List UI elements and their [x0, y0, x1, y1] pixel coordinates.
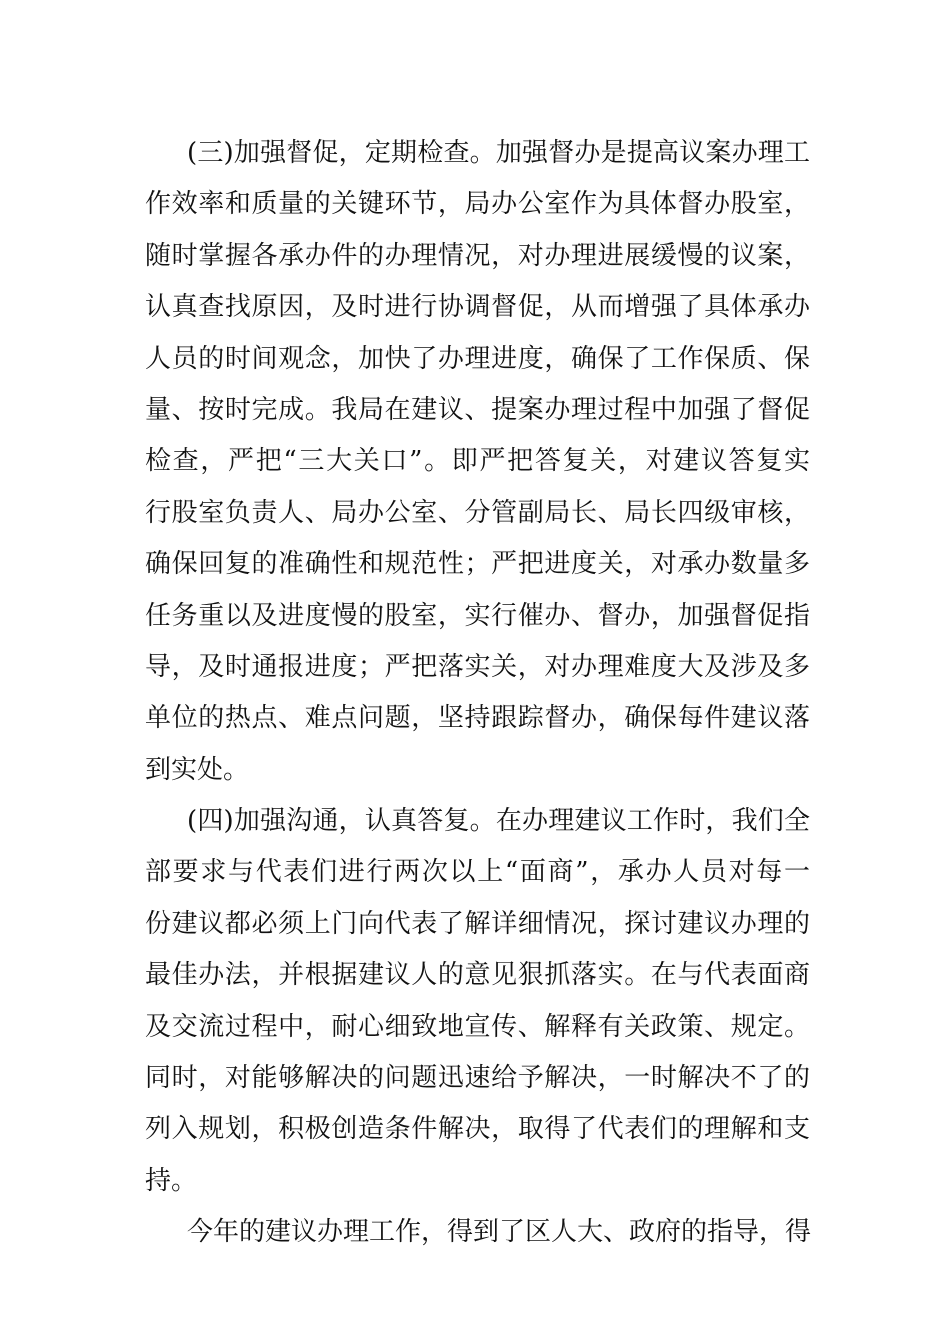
paragraph-4-line-7: 列入规划，积极创造条件解决，取得了代表们的理解和支 [145, 1114, 810, 1145]
paragraph-3-line-5: 人员的时间观念，加快了办理进度，确保了工作保质、保 [145, 343, 810, 374]
paragraph-4-line-6: 同时，对能够解决的问题迅速给予解决，一时解决不了的 [145, 1063, 810, 1094]
paragraph-3-line-4: 认真查找原因，及时进行协调督促，从而增强了具体承办 [145, 292, 810, 323]
paragraph-4-line-3: 份建议都必须上门向代表了解详细情况，探讨建议办理的 [145, 908, 810, 939]
paragraph-4-line-1: (四)加强沟通，认真答复。在办理建议工作时，我们全 [187, 806, 810, 837]
paragraph-3-line-3: 随时掌握各承办件的办理情况，对办理进展缓慢的议案， [145, 240, 810, 271]
paragraph-3-line-9: 确保回复的准确性和规范性；严把进度关，对承办数量多 [145, 549, 810, 580]
paragraph-3-line-8: 行股室负责人、局办公室、分管副局长、局长四级审核， [145, 497, 810, 528]
paragraph-4-line-2: 部要求与代表们进行两次以上“面商”，承办人员对每一 [145, 857, 810, 888]
paragraph-3-line-6: 量、按时完成。我局在建议、提案办理过程中加强了督促 [145, 394, 810, 425]
paragraph-3-line-12: 单位的热点、难点问题，坚持跟踪督办，确保每件建议落 [145, 703, 810, 734]
paragraph-4-line-4: 最佳办法，并根据建议人的意见狠抓落实。在与代表面商 [145, 960, 810, 991]
paragraph-3-line-1: (三)加强督促，定期检查。加强督办是提高议案办理工 [187, 138, 810, 168]
paragraph-5-line-1: 今年的建议办理工作，得到了区人大、政府的指导，得 [187, 1217, 812, 1248]
document-body [145, 128, 810, 1259]
paragraph-3-line-2: 作效率和质量的关键环节，局办公室作为具体督办股室， [145, 189, 810, 220]
paragraph-3-line-10: 任务重以及进度慢的股室，实行催办、督办，加强督促指 [145, 600, 810, 631]
paragraph-4-line-8: 持。 [145, 1165, 198, 1196]
paragraph-3-line-13: 到实处。 [145, 754, 250, 785]
paragraph-4-line-5: 及交流过程中，耐心细致地宣传、解释有关政策、规定。 [145, 1011, 810, 1042]
paragraph-3-line-7: 检查，严把“三大关口”。即严把答复关，对建议答复实 [145, 446, 810, 477]
paragraph-3-line-11: 导，及时通报进度；严把落实关，对办理难度大及涉及多 [145, 651, 810, 682]
